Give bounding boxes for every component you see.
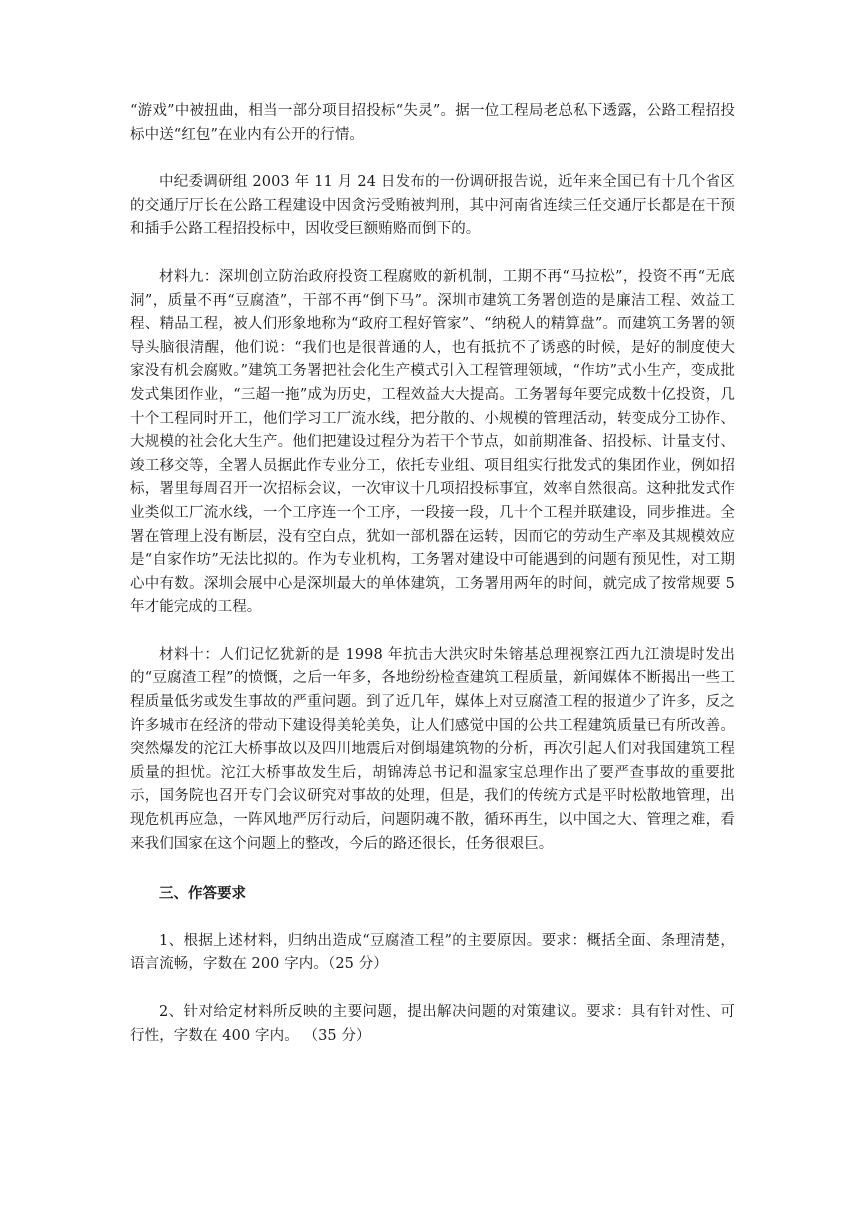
paragraph-material-nine: 材料九：深圳创立防治政府投资工程腐败的新机制，工期不再“马拉松”，投资不再“无底洞”，质量不再“豆腐渣”，干部不再“倒下马”。深圳市建筑工务署创造的是廉洁工程、效益工程、精品工程，被人们形象地称为“政府工程好管家”、“纳税人的精算盘”。而建筑工务署的领导头脑很清醒，他们说：“我们也是很普通的人，也有抵抗不了诱惑的时候，是好的制度使大家没有机会腐败。”建筑工务署把社会化生产模式引入工程管理领域，“作坊”式小生产，变成批发式集团作业，“三超一拖”成为历史，工程效益大大提高。工务署每年要完成数十亿投资，几十个工程同时开工，他们学习工厂流水线，把分散的、小规模的管理活动，转变成分工协作、大规模的社会化大生产。他们把建设过程分为若干个节点，如前期准备、招投标、计量支付、竣工移交等，全署人员据此作专业分工，依托专业组、项目组实行批发式的集团作业，例如招标，署里每周召开一次招标会议，一次审议十几项招投标事宜，效率自然很高。这种批发式作业类似工厂流水线，一个工序连一个工序，一段接一段，几十个工程并联建设，同步推进。全署在管理上没有断层，没有空白点，犹如一部机器在运转，因而它的劳动生产率及其规模效应是“自家作坊”无法比拟的。作为专业机构，工务署对建设中可能遇到的问题有预见性，对工期心中有数。深圳会展中心是深圳最大的单体建筑，工务署用两年的时间，就完成了按常规要 5 年才能完成的工程。 — [130, 268, 735, 616]
section-heading: 三、作答要求 — [159, 885, 246, 903]
paragraph-material-ten: 材料十：人们记忆犹新的是 1998 年抗击大洪灾时朱镕基总理视察江西九江溃堤时发出的“豆腐渣工程”的愤慨，之后一年多，各地纷纷检查建筑工程质量，新闻媒体不断揭出一些工程质量低劣或发生事故的严重问题。到了近几年，媒体上对豆腐渣工程的报道少了许多，反之许多城市在经济的带动下建设得美轮美奂，让人们感觉中国的公共工程建筑质量已有所改善。突然爆发的沱江大桥事故以及四川地震后对倒塌建筑物的分析，再次引起人们对我国建筑工程质量的担忧。沱江大桥事故发生后，胡锦涛总书记和温家宝总理作出了要严查事故的重要批示，国务院也召开专门会议研究对事故的处理，但是，我们的传统方式是平时松散地管理，出现危机再应急，一阵风地严厉行动后，问题阴魂不散，循环再生，以中国之大、管理之难，看来我们国家在这个问题上的整改，今后的路还很长，任务很艰巨。 — [130, 646, 735, 852]
question-one: 1、根据上述材料，归纳出造成“豆腐渣工程”的主要原因。要求：概括全面、条理清楚，语言流畅，字数在 200 字内。（25 分） — [130, 932, 735, 973]
document-page — [130, 100, 735, 1048]
question-two: 2、针对给定材料所反映的主要问题，提出解决问题的对策建议。要求：具有针对性、可行性，字数在 400 字内。 （35 分） — [130, 1004, 735, 1044]
paragraph-bidding-distortion: “游戏”中被扭曲，相当一部分项目招投标“失灵”。据一位工程局老总私下透露，公路工程招投标中送“红包”在业内有公开的行情。 — [130, 103, 735, 143]
paragraph-investigation-report: 中纪委调研组 2003 年 11 月 24 日发布的一份调研报告说，近年来全国已有十几个省区的交通厅厅长在公路工程建设中因贪污受贿被判刑，其中河南省连续三任交通厅长都是在干预和插手公路工程招投标中，因收受巨额贿赂而倒下的。 — [130, 174, 735, 238]
